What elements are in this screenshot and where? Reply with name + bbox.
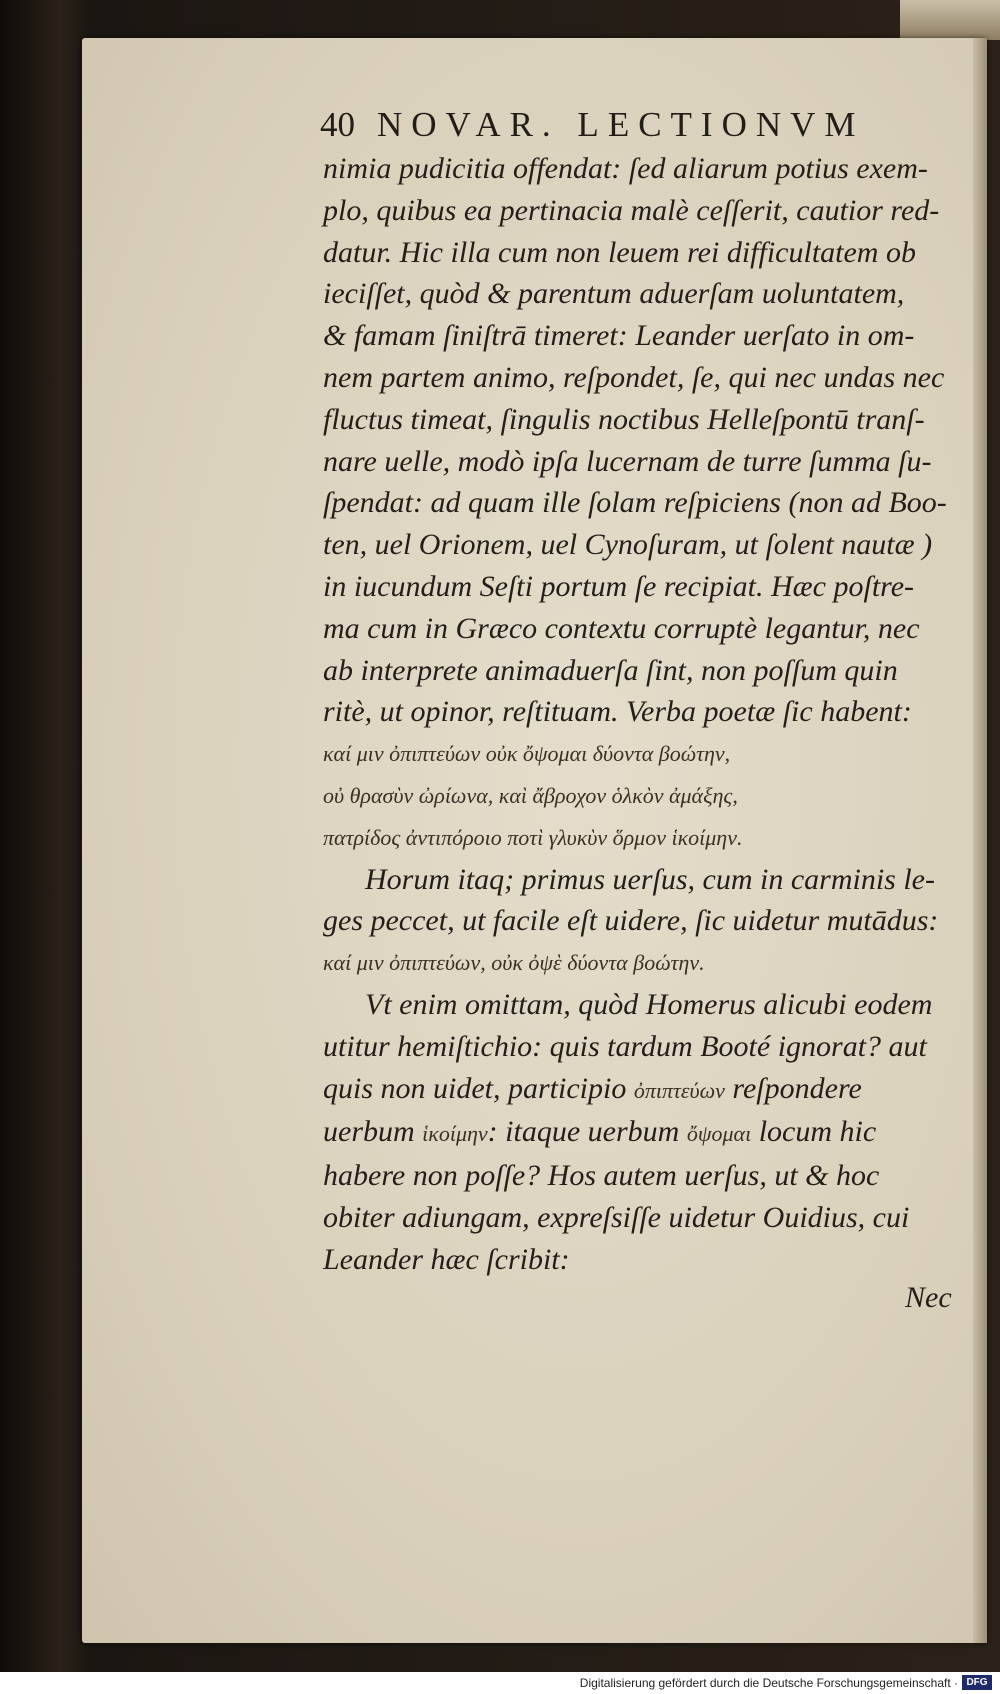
greek-word: ὀπιπτεύων <box>633 1077 725 1103</box>
greek-word: ἱκοίμην <box>422 1121 488 1147</box>
greek-verse: καί μιν ὀπιπτεύων οὐκ ὄψομαι δύοντα βοώτην, <box>323 741 731 767</box>
text-line: Leander hæc ſcribit: <box>323 1242 570 1276</box>
text-line: in iucundum Seſti portum ſe recipiat. Hæc poſtre- <box>323 569 915 603</box>
text-segment: quis non uidet, participio <box>323 1071 627 1105</box>
footer-credit: Digitalisierung gefördert durch die Deutsche Forschungsgemeinschaft · <box>579 1676 958 1690</box>
page-number: 40 <box>320 105 355 144</box>
text-line: ſpendat: ad quam ille ſolam reſpiciens (non ad Boo- <box>323 486 947 520</box>
text-line: plo, quibus ea pertinacia malè ceſſerit, cautior red- <box>323 193 940 227</box>
text-segment: : itaque uerbum <box>487 1115 680 1149</box>
text-line: nem partem animo, reſpondet, ſe, qui nec undas nec <box>323 360 945 394</box>
digitization-footer <box>0 1672 1000 1694</box>
text-segment: reſpondere <box>732 1071 862 1105</box>
dfg-logo: DFG <box>962 1675 992 1690</box>
text-line <box>323 1068 963 1112</box>
book-spine-edge <box>900 0 1000 40</box>
text-line: ab interprete animaduerſa ſint, non poſſum quin <box>323 653 898 687</box>
running-header <box>320 105 920 145</box>
greek-word: ὄψομαι <box>686 1121 752 1147</box>
text-segment: uerbum <box>323 1115 415 1149</box>
running-title: NOVAR. LECTIONVM <box>377 105 865 144</box>
text-line: ritè, ut opinor, reſtituam. Verba poetæ ſic habent: <box>323 695 912 729</box>
text-line: ten, uel Orionem, uel Cynoſuram, ut ſolent nautæ ) <box>323 528 933 562</box>
greek-verse: πατρίδος ἀντιπόροιο ποτὶ γλυκὺν ὅρμον ἱκοίμην. <box>323 824 743 850</box>
text-line: nimia pudicitia offendat: ſed aliarum potius exem- <box>323 152 928 185</box>
page-edge <box>973 38 987 1643</box>
text-line: & famam ſiniſtrā timeret: Leander uerſato in om- <box>323 319 915 353</box>
text-line: nare uelle, modò ipſa lucernam de turre ſumma ſu- <box>323 444 932 478</box>
text-line: habere non poſſe? Hos autem uerſus, ut & hoc <box>323 1159 880 1193</box>
text-line: ieciſſet, quòd & parentum aduerſam uoluntatem, <box>323 277 905 311</box>
text-line: Vt enim omittam, quòd Homerus alicubi eodem <box>365 987 933 1021</box>
catchword: Nec <box>905 1281 952 1314</box>
page-text <box>323 148 963 1281</box>
text-line <box>323 1111 963 1155</box>
text-line: ges peccet, ut facile eſt uidere, ſic uidetur mutādus: <box>323 904 939 938</box>
text-line: datur. Hic illa cum non leuem rei difficultatem ob <box>323 235 916 269</box>
text-line: ma cum in Græco contextu corruptè legantur, nec <box>323 611 920 645</box>
greek-verse: οὐ θρασὺν ὠρίωνα, καὶ ἄβροχον ὁλκὸν ἀμάξης, <box>323 782 738 808</box>
greek-verse-corrected: καί μιν ὀπιπτεύων, οὐκ ὀψὲ δύοντα βοώτην. <box>323 950 705 976</box>
text-line: fluctus timeat, ſingulis noctibus Helleſpontū tranſ- <box>323 402 925 436</box>
text-line: obiter adiungam, expreſsiſſe uidetur Ouidius, cui <box>323 1200 910 1234</box>
text-line: Horum itaq; primus uerſus, cum in carminis le- <box>365 862 935 896</box>
text-segment: locum hic <box>758 1115 877 1149</box>
text-line: utitur hemiſtichio: quis tardum Booté ignorat? aut <box>323 1029 927 1063</box>
